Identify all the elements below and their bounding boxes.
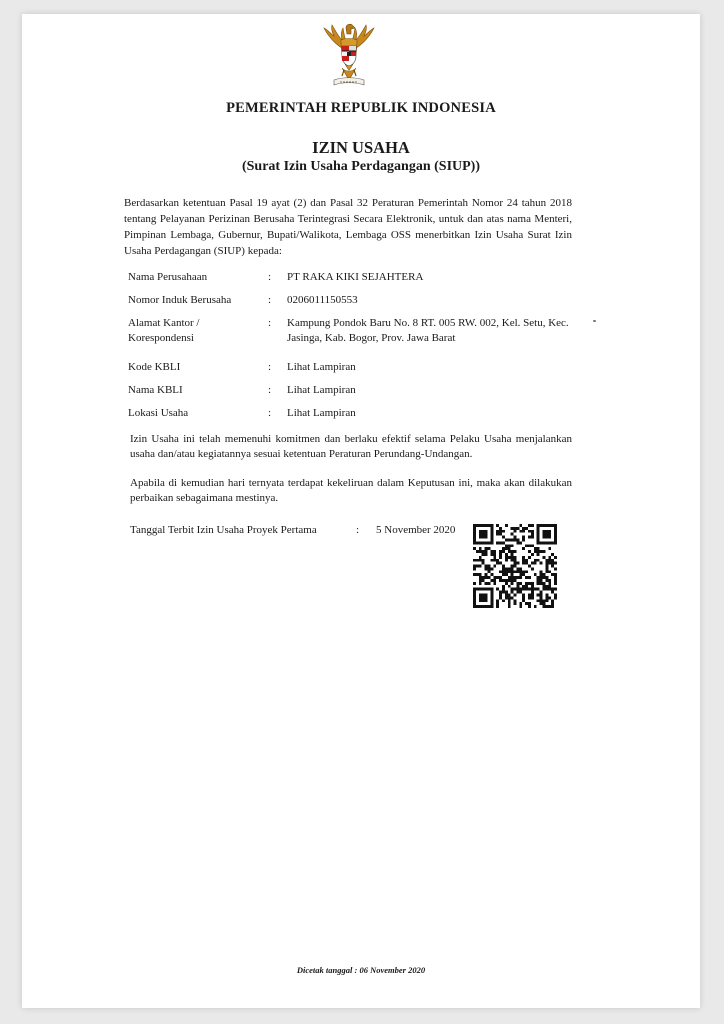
- field-label: Nama Perusahaan: [128, 271, 208, 283]
- issue-date-separator: :: [356, 524, 360, 536]
- document-title: IZIN USAHA: [312, 138, 410, 157]
- document-subtitle: (Surat Izin Usaha Perdagangan (SIUP)): [241, 159, 480, 174]
- field-separator: :: [268, 317, 272, 329]
- issue-date-row: [130, 524, 490, 536]
- document-page: [22, 14, 700, 1008]
- printed-date: Dicetak tanggal : 06 November 2020: [296, 965, 426, 975]
- field-label: Alamat Kantor / Korespondensi: [128, 317, 200, 344]
- correction-paragraph: Apabila di kemudian hari ternyata terdapat kekeliruan dalam Keputusan ini, maka akan dilakukan perbaikan sebagaimana mestinya.: [130, 477, 572, 504]
- field-label: Nomor Induk Berusaha: [128, 294, 232, 306]
- field-value: Kampung Pondok Baru No. 8 RT. 005 RW. 002, Kel. Setu, Kec. Jasinga, Kab. Bogor, Prov. Jawa Barat: [287, 317, 569, 344]
- field-separator: :: [268, 407, 272, 419]
- qr-code-icon: [473, 524, 557, 608]
- field-value: Lihat Lampiran: [287, 361, 356, 373]
- issue-date-label: Tanggal Terbit Izin Usaha Proyek Pertama: [130, 524, 317, 536]
- field-separator: :: [268, 361, 272, 373]
- field-separator: :: [268, 384, 272, 396]
- intro-paragraph: Berdasarkan ketentuan Pasal 19 ayat (2) dan Pasal 32 Peraturan Pemerintah Nomor 24 tahun 2018 tentang Pelayanan Perizinan Berusaha Terintegrasi Secara Elektronik, untuk dan atas nama Menteri, Pimpinan Lembaga, Gubernur, Bupati/Walikota, Lembaga OSS menerbitkan Izin Usaha Surat Izin Usaha Perdagangan (SIUP) kepada:: [124, 197, 572, 257]
- garuda-emblem-icon: [320, 22, 378, 90]
- field-value: Lihat Lampiran: [287, 407, 356, 419]
- field-separator: :: [268, 294, 272, 306]
- field-value: PT RAKA KIKI SEJAHTERA: [287, 271, 424, 283]
- field-label: Lokasi Usaha: [128, 407, 189, 419]
- scan-speck: [593, 320, 596, 322]
- field-separator: :: [268, 271, 272, 283]
- government-heading: PEMERINTAH REPUBLIK INDONESIA: [226, 100, 496, 116]
- field-label: Kode KBLI: [128, 361, 181, 373]
- field-label: Nama KBLI: [128, 384, 183, 396]
- issue-date-value: 5 November 2020: [376, 524, 456, 536]
- field-value: Lihat Lampiran: [287, 384, 356, 396]
- field-value: 0206011150553: [287, 294, 358, 306]
- validity-paragraph: Izin Usaha ini telah memenuhi komitmen dan berlaku efektif selama Pelaku Usaha menjalankan usaha dan/atau kegiatannya sesuai ketentuan Peraturan Perundang-Undangan.: [130, 433, 572, 460]
